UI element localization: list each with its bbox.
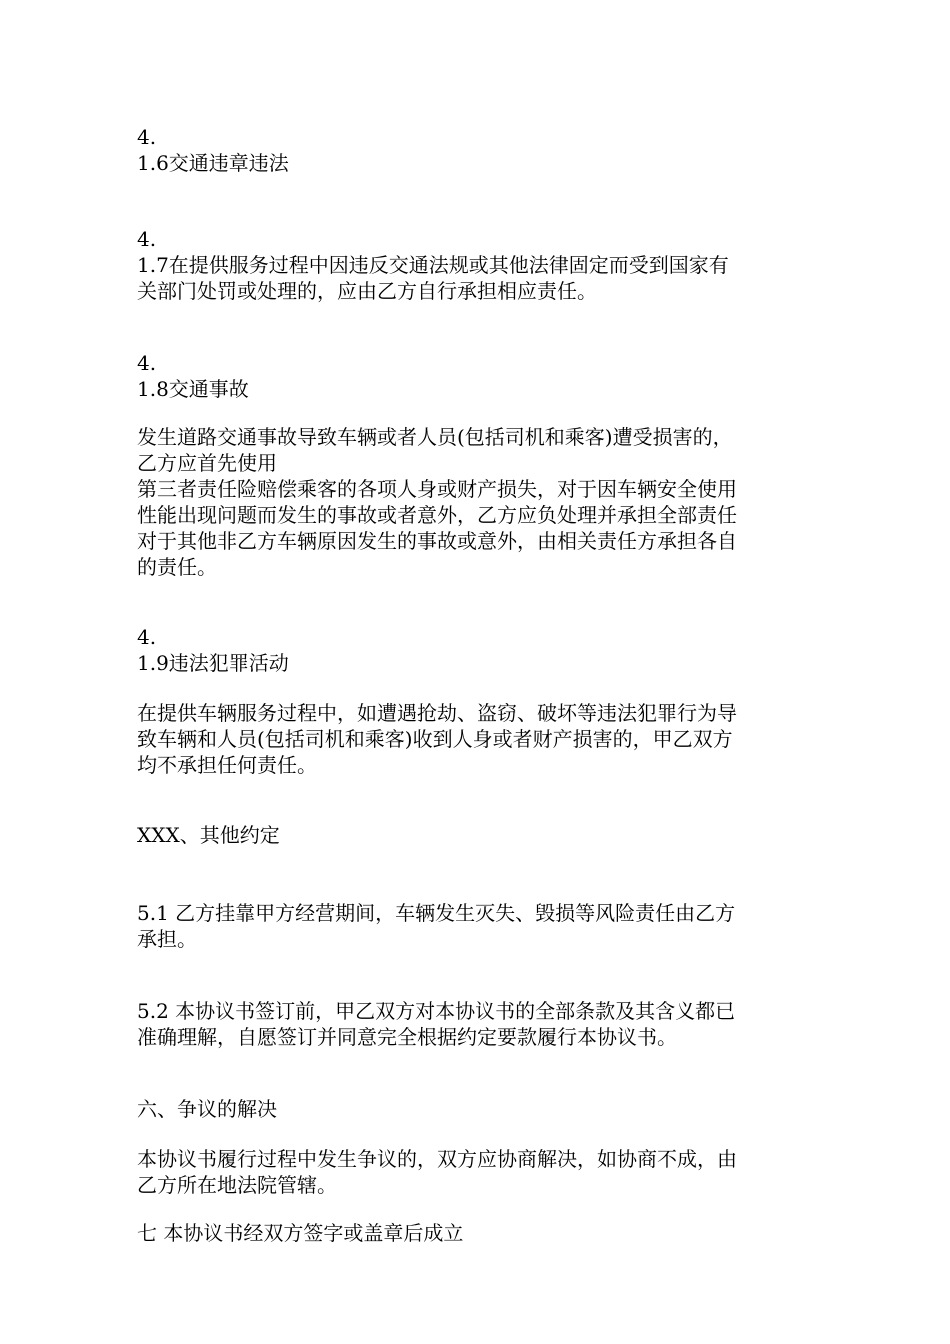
paragraph-line: 在提供车辆服务过程中，如遭遇抢劫、盗窃、破坏等违法犯罪行为导	[137, 701, 737, 725]
paragraph-line: 性能出现问题而发生的事故或者意外，乙方应负处理并承担全部责任	[137, 503, 737, 527]
paragraph-line: 发生道路交通事故导致车辆或者人员(包括司机和乘客)遭受损害的，	[137, 425, 733, 449]
section-heading: 六、争议的解决	[137, 1097, 277, 1121]
section-number: 4.	[137, 351, 157, 375]
paragraph-line: 关部门处罚或处理的，应由乙方自行承担相应责任。	[137, 279, 597, 303]
section-heading: 1.8交通事故	[137, 377, 249, 401]
section-heading: XXX、其他约定	[137, 823, 280, 847]
section-heading: 1.9违法犯罪活动	[137, 651, 289, 675]
paragraph-line: 5.2 本协议书签订前，甲乙双方对本协议书的全部条款及其含义都已	[137, 999, 736, 1023]
section-heading: 七 本协议书经双方签字或盖章后成立	[137, 1221, 464, 1245]
section-number: 4.	[137, 125, 157, 149]
paragraph-line: 致车辆和人员(包括司机和乘客)收到人身或者财产损害的，甲乙双方	[137, 727, 733, 751]
paragraph-line: 乙方应首先使用	[137, 451, 277, 475]
paragraph-line: 1.7在提供服务过程中因违反交通法规或其他法律固定而受到国家有	[137, 253, 729, 277]
section-heading: 1.6交通违章违法	[137, 151, 289, 175]
paragraph-line: 第三者责任险赔偿乘客的各项人身或财产损失，对于因车辆安全使用	[137, 477, 737, 501]
paragraph-line: 对于其他非乙方车辆原因发生的事故或意外，由相关责任方承担各自	[137, 529, 737, 553]
paragraph-line: 的责任。	[137, 555, 217, 579]
paragraph-line: 准确理解，自愿签订并同意完全根据约定要款履行本协议书。	[137, 1025, 677, 1049]
paragraph-line: 均不承担任何责任。	[137, 753, 317, 777]
paragraph-line: 5.1 乙方挂靠甲方经营期间，车辆发生灭失、毁损等风险责任由乙方	[137, 901, 736, 925]
paragraph-line: 乙方所在地法院管辖。	[137, 1173, 337, 1197]
paragraph-line: 承担。	[137, 927, 197, 951]
paragraph-line: 本协议书履行过程中发生争议的，双方应协商解决，如协商不成，由	[137, 1147, 737, 1171]
section-number: 4.	[137, 625, 157, 649]
section-number: 4.	[137, 227, 157, 251]
